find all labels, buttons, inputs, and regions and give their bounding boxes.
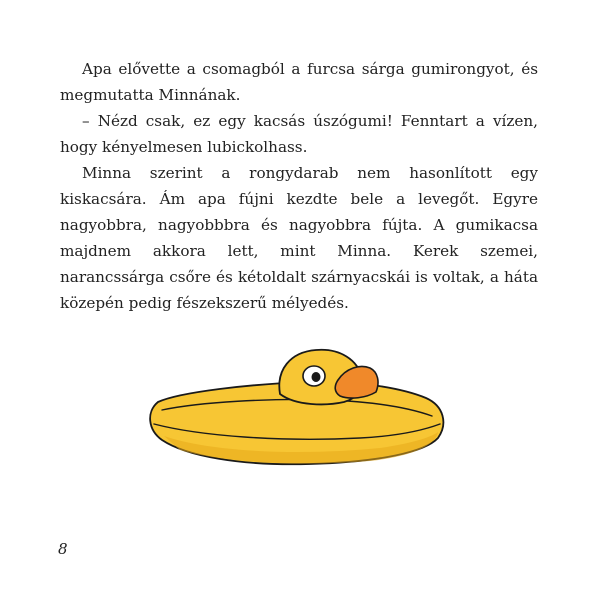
paragraph-2: – Nézd csak, ez egy kacsás úszógumi! Fenntart a vízen, hogy kényelmesen lubickolhass. xyxy=(60,112,538,156)
duck-float-illustration xyxy=(140,340,460,470)
paragraph-3: Minna szerint a rongydarab nem hasonlított egy kiskacsára. Ám apa fújni kezdte bele a levegőt. Egyre nagyobbra, nagyobbbra és nagyobbra fújta. A gumikacsa majdnem akkora lett, mint Minna. Kerek szemei, narancssárga csőre és kétoldalt szárnyacskái is voltak, a háta közepén pedig fészekszerű mélyedés. xyxy=(60,164,538,312)
page-number: 8 xyxy=(58,540,68,558)
paragraph-1: Apa elővette a csomagból a furcsa sárga gumirongyot, és megmutatta Minnának. xyxy=(60,60,538,104)
story-text xyxy=(60,56,538,316)
duck-eye-icon xyxy=(303,366,325,386)
